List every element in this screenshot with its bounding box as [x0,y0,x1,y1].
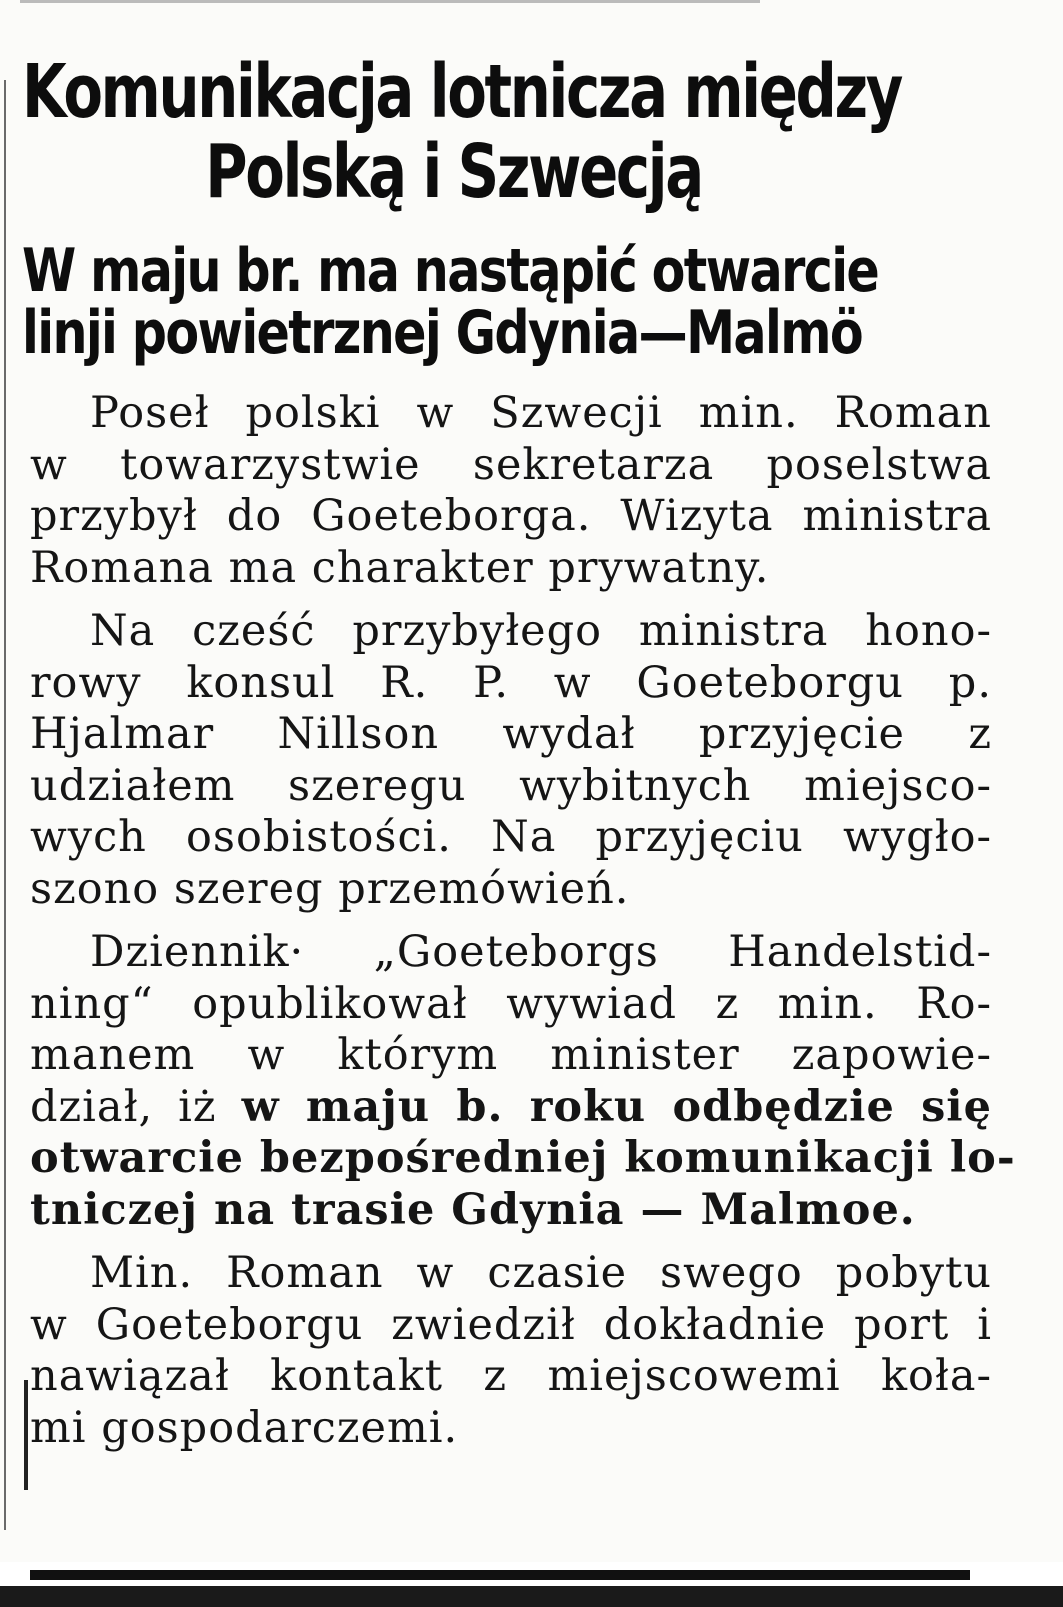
article-headline [22,49,981,215]
bold-text-run: w maju b. roku odbędzie się [241,1081,993,1132]
text-line: Min. Roman w czasie swego pobytu [90,1248,992,1298]
article-subheadline [22,236,879,368]
paragraph-1 [30,388,992,594]
text-line: Hjalmar Nillson wydał przyjęcie z [30,709,992,759]
text-line: rowy konsul R. P. w Goeteborgu p. [30,657,992,708]
text-line: udziałem szeregu wybitnych miejsco- [30,760,992,811]
headline-line-1: Komunikacja lotnicza między [22,49,902,135]
paragraph-4 [30,1248,992,1454]
text-line: w towarzystwie sekretarza poselstwa [30,439,992,490]
bottom-rule [30,1570,970,1580]
text-line: mi gospodarczemi. [30,1402,459,1453]
paragraph-3 [30,927,1016,1236]
text-line: w Goeteborgu zwiedził dokładnie port i [30,1299,992,1350]
article-body [30,388,1016,1466]
text-line-with-bold [30,1082,992,1134]
text-line: Romana ma charakter prywatny. [30,542,770,593]
text-line: wych osobistości. Na przyjęciu wygło- [30,812,992,862]
bottom-edge [0,1586,1063,1607]
text-line: ning“ opublikował wywiad z min. Ro- [30,978,992,1029]
bottom-border [0,1562,1063,1607]
bold-text-line: tniczej na trasie Gdynia — Malmoe. [30,1184,916,1235]
bold-text-line: otwarcie bezpośredniej komunikacji lo- [30,1133,1016,1183]
subhead-line-1: W maju br. ma nastąpić otwarcie [22,236,879,306]
left-column-rule [4,80,6,1530]
text-line: szono szereg przemówień. [30,863,630,914]
paragraph-2 [30,606,992,915]
headline-line-2: Polską i Szwecją [205,129,702,215]
subhead-line-2: linji powietrznej Gdynia—Malmö [22,298,862,368]
top-rule [20,0,760,3]
text-line: Dziennik· „Goeteborgs Handelstid- [90,927,992,977]
text-run: dział, iż [30,1081,217,1132]
text-line: Poseł polski w Szwecji min. Roman [90,388,992,438]
text-line: nawiązał kontakt z miejscowemi koła- [30,1351,992,1401]
left-margin-mark [24,1380,28,1490]
text-line: przybył do Goeteborga. Wizyta ministra [30,491,992,541]
text-line: manem w którym minister zapowie- [30,1030,992,1080]
text-line: Na cześć przybyłego ministra hono- [90,606,992,656]
